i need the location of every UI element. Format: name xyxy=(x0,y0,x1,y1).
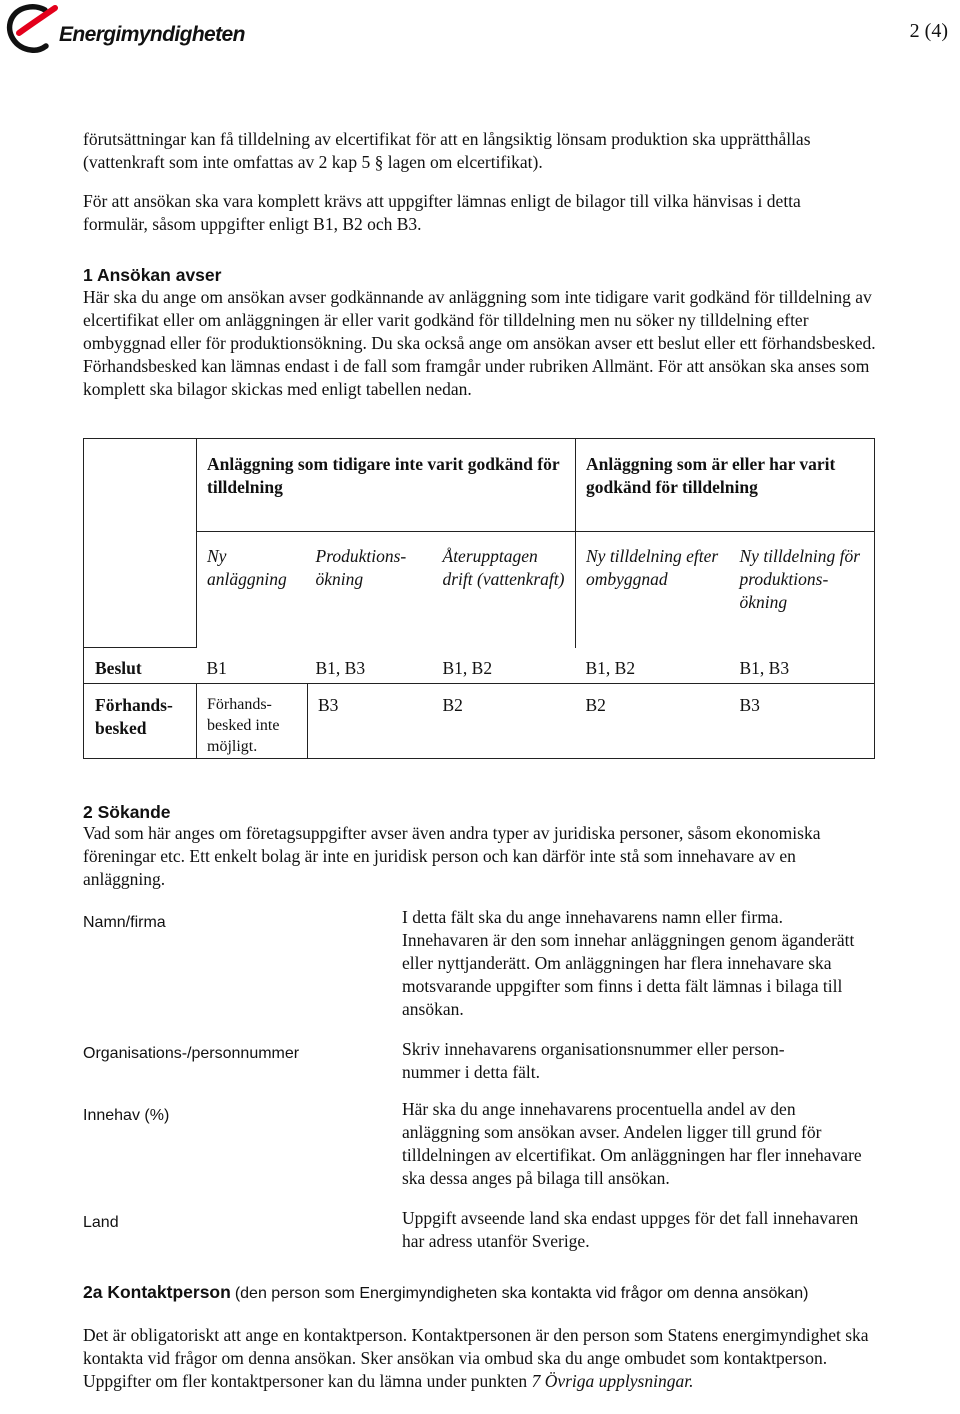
column-header-rebuild: Ny tilldelning efter ombyggnad xyxy=(576,532,730,648)
table-cell: B1, B3 xyxy=(315,657,366,678)
section-2a-body-block xyxy=(83,1324,883,1393)
row-label-advance-ruling: Förhands-besked xyxy=(84,684,197,759)
section-2-heading: 2 Sökande xyxy=(83,802,171,822)
table-row-label-blank xyxy=(84,532,197,648)
table-cell: B2 xyxy=(576,684,730,759)
section-2a-heading: 2a Kontaktperson xyxy=(83,1282,231,1302)
intro-paragraph-2: För att ansökan ska vara komplett krävs att uppgifter lämnas enligt de bilagor till vilka hänvisas i detta formulär, såsom uppgifter enligt B1, B2 och B3. xyxy=(83,191,801,234)
section-1-body: Här ska du ange om ansökan avser godkännande av anläggning som inte tidigare varit godkänd för tilldelning av elcertifikat eller om anläggningen är eller varit godkänd för tilldelning men nu söker ny tilldelning efter ombyggnad eller för produktionsökning. Du ska också ange om ansökan avser ett beslut eller ett förhandsbesked. Förhandsbesked kan lämnas endast i de fall som framgår under rubriken Allmänt. För att ansökan ska anses som komplett ska bilagor skickas med enligt tabellen nedan. xyxy=(83,287,876,399)
logo-text: Energimyndigheten xyxy=(59,23,245,46)
logo-swoosh-icon xyxy=(5,3,61,55)
table-corner-cell xyxy=(84,439,197,532)
section-2a-body-reference: 7 Övriga upplysningar. xyxy=(531,1371,694,1391)
group-header-not-approved: Anläggning som tidigare inte varit godkänd för tilldelning xyxy=(197,439,576,532)
field-label-name: Namn/firma xyxy=(83,914,166,931)
attachments-table xyxy=(83,438,875,759)
section-2a-heading-block xyxy=(83,1281,873,1304)
field-help-org-number: Skriv innehavarens organisationsnummer eller person-nummer i detta fält. xyxy=(402,1039,785,1082)
section-1-heading: 1 Ansökan avser xyxy=(83,265,222,285)
field-help-ownership: Här ska du ange innehavarens procentuella andel av den anläggning som ansökan avser. Andelen ligger till grund för tilldelningen av elcertifikat. Om anläggningen har fler innehavare ska dessa anges på bilaga till ansökan. xyxy=(402,1099,862,1188)
section-2a-body: Det är obligatoriskt att ange en kontaktperson. Kontaktpersonen är den person som Statens energimyndighet ska kontakta vid frågor om denna ansökan. Sker ansökan via ombud ska du ange ombudet som kontaktperson. Uppgifter om fler kontaktpersoner kan du lämna under punkten xyxy=(83,1325,869,1391)
table-cell: Förhands-besked inte möjligt. xyxy=(197,684,308,759)
energimyndigheten-logo xyxy=(5,3,245,55)
page-number: 2 (4) xyxy=(909,20,948,42)
column-header-new-plant: Ny anläggning xyxy=(197,532,308,648)
field-label-country: Land xyxy=(83,1214,119,1231)
table-cell: B3 xyxy=(730,684,875,759)
table-cell: B1, B2 xyxy=(442,657,493,678)
group-header-approved: Anläggning som är eller har varit godkänd för tilldelning xyxy=(576,439,875,532)
section-2a-heading-note: (den person som Energimyndigheten ska kontakta vid frågor om denna ansökan) xyxy=(234,1285,809,1302)
table-cell: B1, B2 xyxy=(585,657,636,678)
table-cell: B1 xyxy=(206,657,227,678)
column-header-resumed-operation: Återupptagen drift (vattenkraft) xyxy=(442,546,565,589)
table-cell: B3 xyxy=(308,684,435,759)
field-help-name: I detta fält ska du ange innehavarens namn eller firma. Innehavaren är den som innehar anläggningen genom äganderätt eller nyttjanderätt. Om anläggningen har flera innehavare ska motsvarande uppgifter som finns i detta fält lämnas i bilaga till ansökan. xyxy=(402,907,855,1019)
intro-paragraph-1: förutsättningar kan få tilldelning av elcertifikat för att en långsiktig lönsam produktion ska upprätthållas (vattenkraft som inte omfattas av 2 kap 5 § lagen om elcertifikat). xyxy=(83,129,811,172)
section-2-body: Vad som här anges om företagsuppgifter avser även andra typer av juridiska personer, såsom ekonomiska föreningar etc. Ett enkelt bolag är inte en juridisk person och kan därför inte stå som innehavare av en anläggning. xyxy=(83,823,821,889)
field-help-country: Uppgift avseende land ska endast uppges för det fall innehavaren har adress utanför Sverige. xyxy=(402,1208,859,1251)
column-header-production-increase-approved: Ny tilldelning för produktions-ökning xyxy=(730,532,875,648)
table-row xyxy=(84,648,875,684)
table-row xyxy=(84,684,875,759)
table-cell: B2 xyxy=(435,684,576,759)
field-label-org-number: Organisations-/personnummer xyxy=(83,1045,300,1062)
field-label-ownership: Innehav (%) xyxy=(83,1107,170,1124)
row-label-decision: Beslut xyxy=(84,648,197,684)
column-header-production-increase: Produktions-ökning xyxy=(315,546,407,589)
table-cell: B1, B3 xyxy=(730,648,875,684)
